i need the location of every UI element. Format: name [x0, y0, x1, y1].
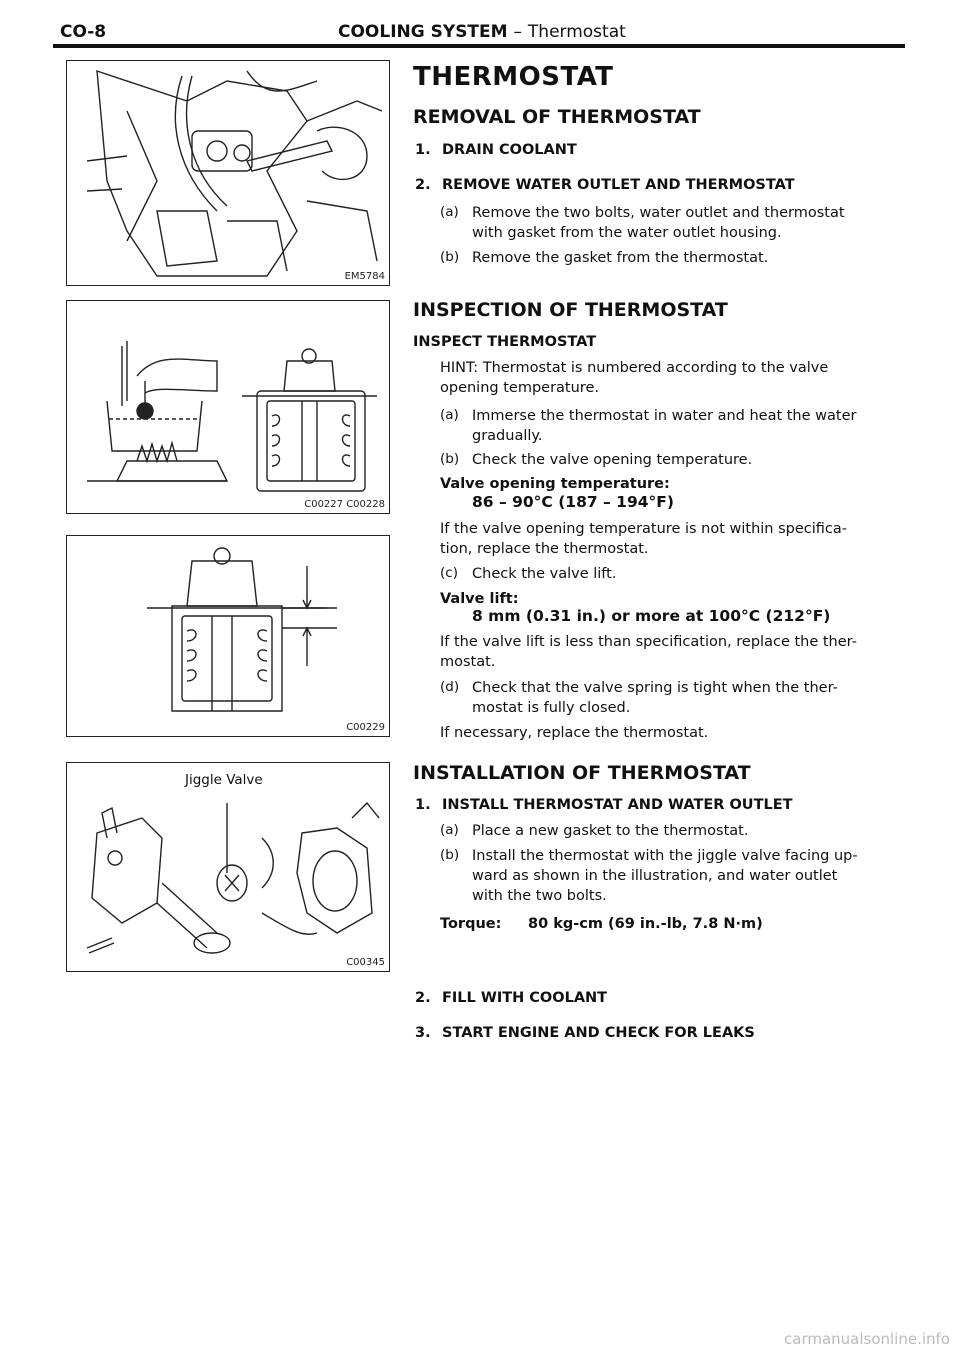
step-number: 1. — [415, 142, 431, 158]
page-code: CO-8 — [60, 22, 107, 42]
text-line: Check the valve opening temperature. — [472, 452, 753, 468]
header-rule — [53, 44, 905, 48]
installation-b-text — [472, 846, 897, 906]
installation-step-1 — [415, 797, 793, 813]
spec-value: 86 – 90°C (187 – 194°F) — [472, 493, 674, 511]
sub-label: (b) — [440, 249, 460, 265]
step-number: 2. — [415, 177, 431, 193]
jiggle-valve-callout: Jiggle Valve — [185, 772, 263, 788]
valve-lift-drawing — [67, 536, 389, 736]
heating-test-drawing — [67, 301, 389, 513]
sub-label: (d) — [440, 679, 460, 695]
page-title: THERMOSTAT — [413, 62, 614, 92]
text-line: If the valve lift is less than specification, replace the ther- — [440, 634, 857, 650]
text-line: opening temperature. — [440, 380, 599, 396]
installation-heading: INSTALLATION OF THERMOSTAT — [413, 762, 751, 784]
section-name: COOLING SYSTEM — [338, 22, 508, 42]
figure-code: C00345 — [346, 957, 385, 968]
step-text: FILL WITH COOLANT — [442, 990, 608, 1006]
removal-heading: REMOVAL OF THERMOSTAT — [413, 106, 701, 128]
inspection-heading: INSPECTION OF THERMOSTAT — [413, 299, 728, 321]
spec-label: Valve opening temperature: — [440, 476, 670, 492]
text-line: Place a new gasket to the thermostat. — [472, 823, 749, 839]
text-line: with the two bolts. — [472, 888, 607, 904]
section-dash: – — [513, 22, 522, 42]
sub-label: (b) — [440, 451, 460, 467]
installation-step-2 — [415, 990, 607, 1006]
step-text: START ENGINE AND CHECK FOR LEAKS — [442, 1025, 755, 1041]
figure-removal-illustration — [66, 60, 390, 286]
note-text: If necessary, replace the thermostat. — [440, 725, 709, 741]
step-text: INSTALL THERMOSTAT AND WATER OUTLET — [442, 797, 793, 813]
figure-valve-lift — [66, 535, 390, 737]
spec-label: Valve lift: — [440, 591, 519, 607]
step-number: 3. — [415, 1025, 431, 1041]
step-text: REMOVE WATER OUTLET AND THERMOSTAT — [442, 177, 795, 193]
note-text — [440, 632, 900, 672]
text-line: Immerse the thermostat in water and heat the water — [472, 408, 857, 424]
jiggle-valve-drawing — [67, 763, 389, 971]
engine-removal-drawing — [67, 61, 389, 285]
step-number: 1. — [415, 797, 431, 813]
torque-spec — [440, 914, 763, 934]
text-line: with gasket from the water outlet housing. — [472, 225, 782, 241]
watermark: carmanualsonline.info — [784, 1330, 950, 1348]
inspection-d-text — [472, 678, 897, 718]
figure-jiggle-valve-install — [66, 762, 390, 972]
removal-step-2 — [415, 177, 795, 193]
text-line: mostat is fully closed. — [472, 700, 631, 716]
text-line: Remove the gasket from the thermostat. — [472, 250, 769, 266]
inspection-a-text — [472, 406, 897, 446]
text-line: Check that the valve spring is tight when the ther- — [472, 680, 838, 696]
text-line: Install the thermostat with the jiggle valve facing up- — [472, 848, 858, 864]
sub-label: (a) — [440, 407, 459, 423]
step-number: 2. — [415, 990, 431, 1006]
text-line: HINT: Thermostat is numbered according to the valve — [440, 360, 829, 376]
sub-label: (a) — [440, 822, 459, 838]
torque-value: 80 kg-cm (69 in.-lb, 7.8 N·m) — [528, 916, 763, 932]
installation-a-text — [472, 821, 897, 841]
installation-step-3 — [415, 1025, 755, 1041]
figure-code: EM5784 — [344, 271, 385, 282]
section-title — [338, 22, 626, 42]
text-line: tion, replace the thermostat. — [440, 541, 649, 557]
text-line: mostat. — [440, 654, 496, 670]
figure-heating-test — [66, 300, 390, 514]
sub-label: (c) — [440, 565, 458, 581]
spec-value: 8 mm (0.31 in.) or more at 100°C (212°F) — [472, 607, 831, 625]
torque-label: Torque: — [440, 916, 502, 932]
text-line: Remove the two bolts, water outlet and thermostat — [472, 205, 845, 221]
inspection-c-text — [472, 564, 897, 584]
text-line: If the valve opening temperature is not within specifica- — [440, 521, 848, 537]
hint-text — [440, 358, 900, 398]
note-text — [440, 519, 900, 559]
figure-code: C00227 C00228 — [304, 499, 385, 510]
step-text: DRAIN COOLANT — [442, 142, 577, 158]
text-line: Check the valve lift. — [472, 566, 617, 582]
inspection-subheading: INSPECT THERMOSTAT — [413, 334, 597, 350]
text-line: ward as shown in the illustration, and water outlet — [472, 868, 838, 884]
removal-step-1 — [415, 142, 577, 158]
subsection-name: Thermostat — [527, 22, 626, 42]
removal-b-text — [472, 248, 897, 268]
removal-a-text — [472, 203, 897, 243]
sub-label: (a) — [440, 204, 459, 220]
inspection-b-text — [472, 450, 897, 470]
sub-label: (b) — [440, 847, 460, 863]
text-line: gradually. — [472, 428, 543, 444]
figure-code: C00229 — [346, 722, 385, 733]
